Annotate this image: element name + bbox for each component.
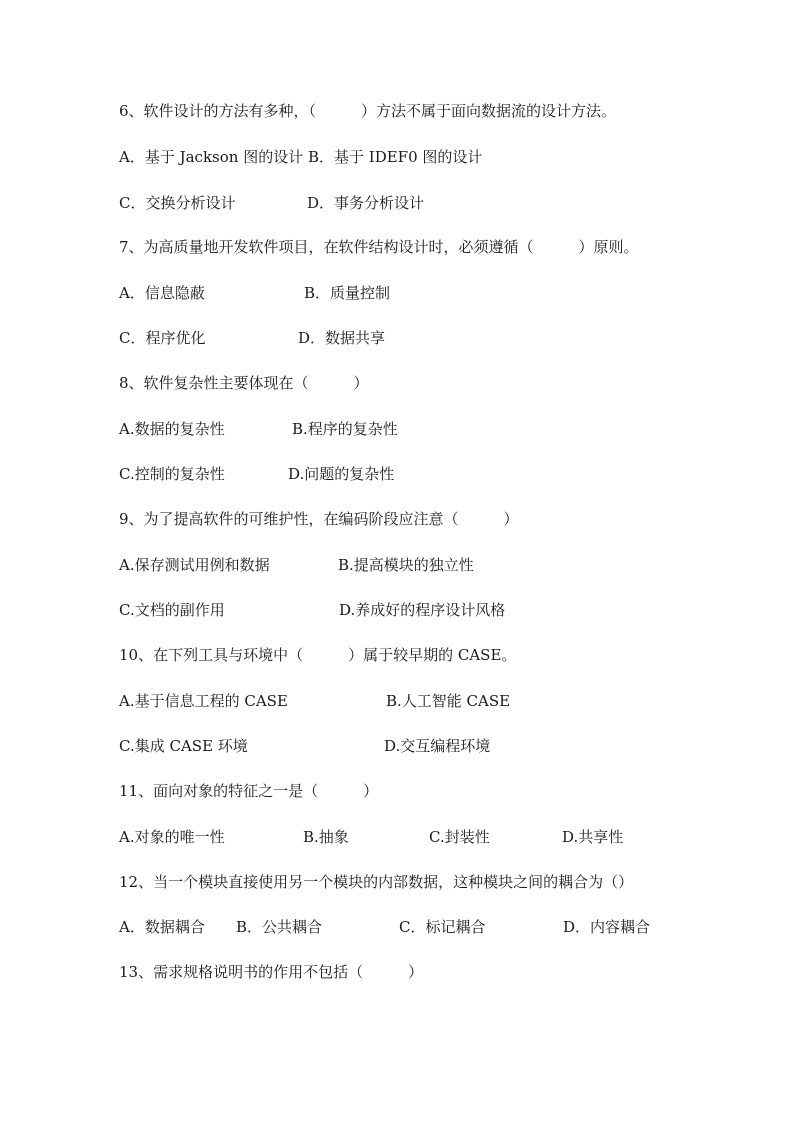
question-7-option-b: B．质量控制: [304, 284, 391, 302]
question-10-option-c: C.集成 CASE 环境: [119, 737, 248, 755]
question-9-stem: 9、为了提高软件的可维护性，在编码阶段应注意（ ）: [119, 510, 519, 528]
question-7-stem: 7、为高质量地开发软件项目，在软件结构设计时，必须遵循（ ）原则。: [119, 238, 639, 256]
question-9-option-c: C.文档的副作用: [119, 601, 225, 619]
question-10-stem: 10、在下列工具与环境中（ ）属于较早期的 CASE。: [119, 646, 517, 664]
question-9-option-b: B.提高模块的独立性: [338, 556, 474, 574]
question-12-option-a: A．数据耦合: [119, 918, 205, 936]
question-6-options-ab: A．基于 Jackson 图的设计 B．基于 IDEF0 图的设计: [119, 148, 483, 166]
question-10-option-d: D.交互编程环境: [384, 737, 491, 755]
question-12-option-b: B．公共耦合: [236, 918, 323, 936]
question-7-option-d: D．数据共享: [298, 329, 386, 347]
question-6-option-c: C．交换分析设计: [119, 194, 236, 212]
question-9-option-d: D.养成好的程序设计风格: [339, 601, 506, 619]
question-7-option-a: A．信息隐蔽: [119, 284, 205, 302]
question-7-option-c: C．程序优化: [119, 329, 206, 347]
question-11-option-b: B.抽象: [303, 828, 349, 846]
question-11-option-c: C.封装性: [429, 828, 490, 846]
question-6-stem: 6、软件设计的方法有多种，（ ）方法不属于面向数据流的设计方法。: [119, 102, 617, 120]
question-8-option-d: D.问题的复杂性: [288, 465, 395, 483]
question-9-option-a: A.保存测试用例和数据: [119, 556, 270, 574]
question-11-option-d: D.共享性: [562, 828, 624, 846]
question-12-stem: 12、当一个模块直接使用另一个模块的内部数据，这种模块之间的耦合为（）: [119, 873, 634, 891]
question-11-stem: 11、面向对象的特征之一是（ ）: [119, 782, 379, 800]
question-12-option-d: D．内容耦合: [563, 918, 651, 936]
question-11-option-a: A.对象的唯一性: [119, 828, 225, 846]
question-8-option-b: B.程序的复杂性: [292, 420, 398, 438]
question-13-stem: 13、需求规格说明书的作用不包括（ ）: [119, 963, 424, 981]
question-8-option-a: A.数据的复杂性: [119, 420, 225, 438]
question-12-option-c: C．标记耦合: [399, 918, 486, 936]
question-8-stem: 8、软件复杂性主要体现在（ ）: [119, 374, 369, 392]
question-6-option-d: D．事务分析设计: [307, 194, 425, 212]
question-10-option-b: B.人工智能 CASE: [386, 692, 511, 710]
question-10-option-a: A.基于信息工程的 CASE: [119, 692, 288, 710]
question-8-option-c: C.控制的复杂性: [119, 465, 225, 483]
